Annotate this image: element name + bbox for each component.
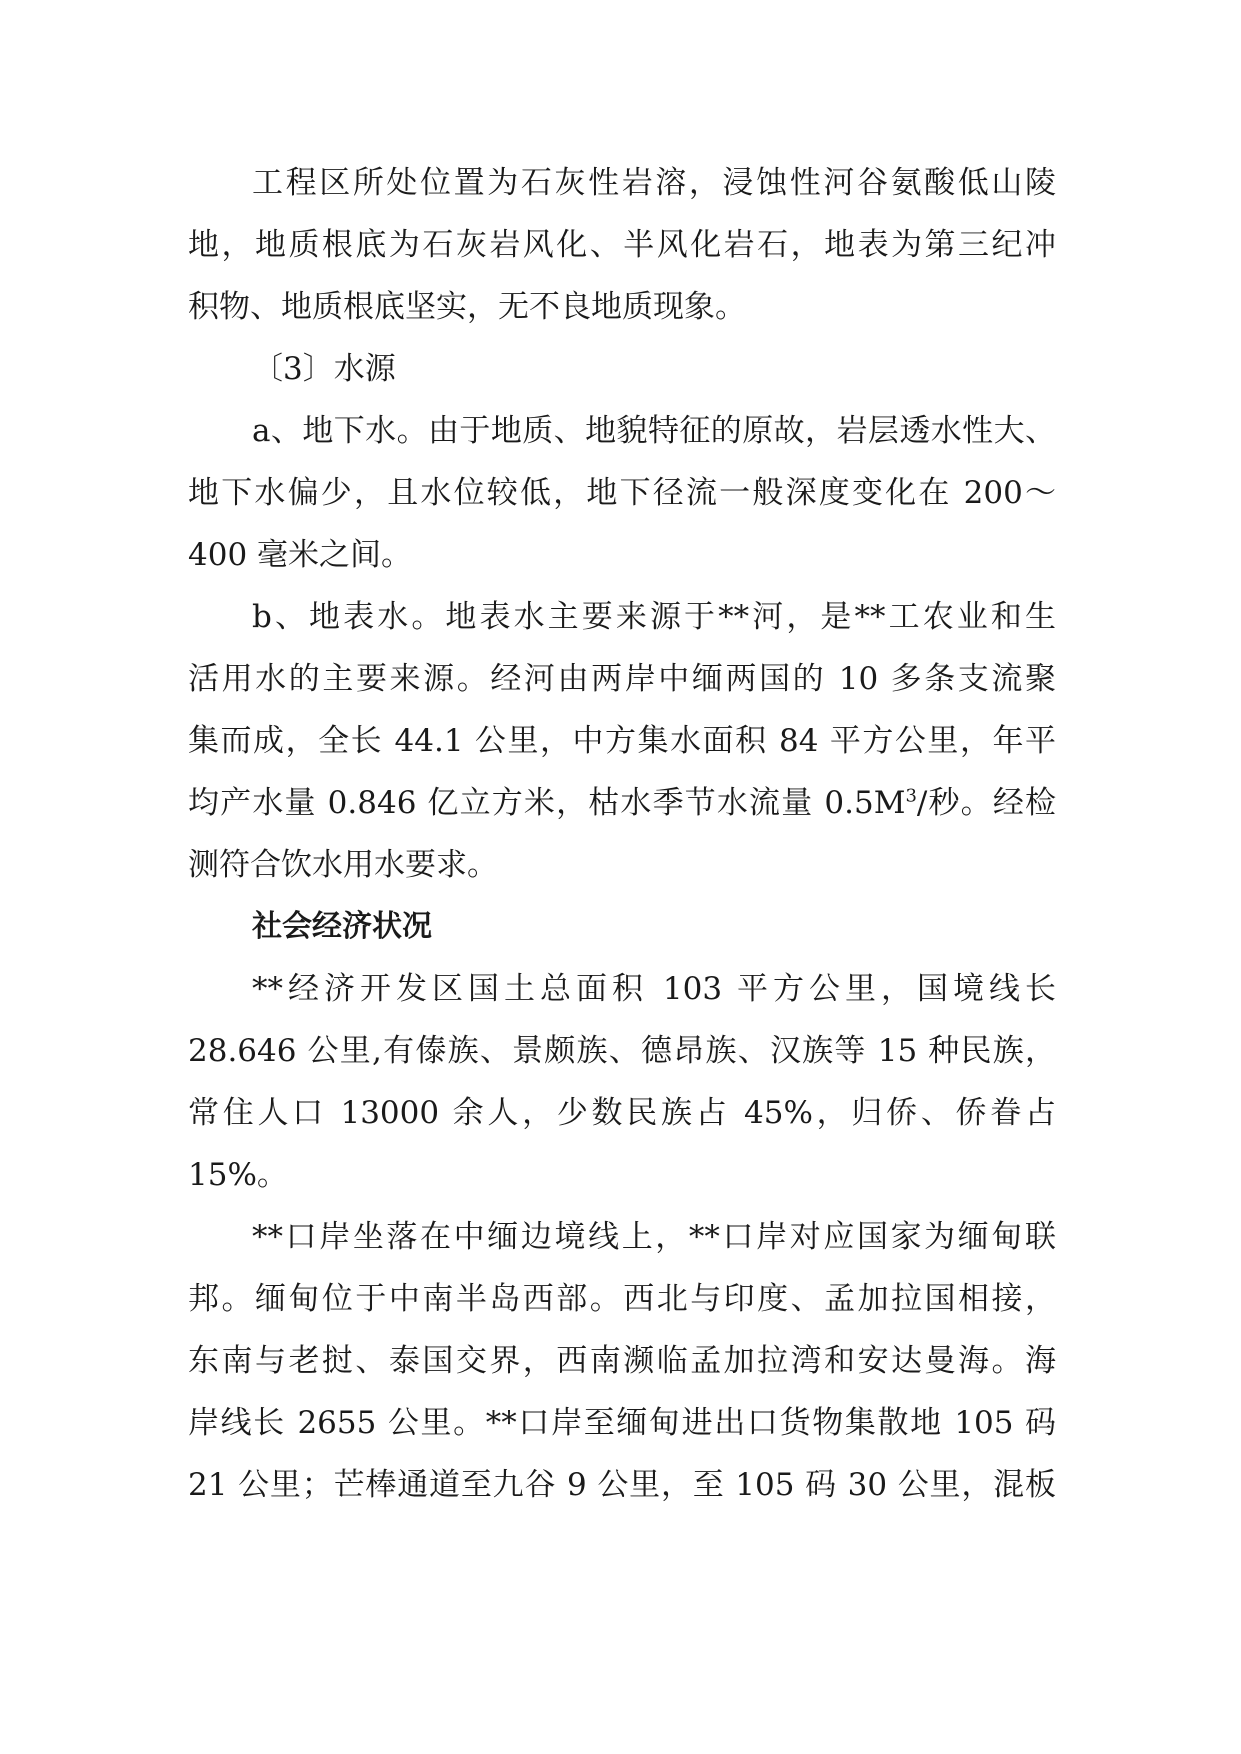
paragraph-geology [188, 152, 1056, 338]
paragraph-social-economy [188, 958, 1056, 1206]
text-line: 活用水的主要来源。经河由两岸中缅两国的 10 多条支流聚 [188, 661, 1056, 697]
section-heading-social-economy: 社会经济状况 [252, 909, 432, 944]
text-line: 常住人口 13000 余人，少数民族占 45%，归侨、侨眷占 [188, 1095, 1056, 1131]
text-line: 邦。缅甸位于中南半岛西部。西北与印度、孟加拉国相接， [188, 1281, 1056, 1317]
text-line [188, 772, 1056, 834]
text-line: 15%。 [188, 1157, 288, 1193]
text-line: 测符合饮水用水要求。 [188, 847, 498, 883]
document-body [188, 152, 1056, 1516]
paragraph-groundwater [188, 400, 1056, 586]
text-line: 东南与老挝、泰国交界，西南濒临孟加拉湾和安达曼海。海 [188, 1343, 1056, 1379]
paragraph-port [188, 1206, 1056, 1516]
text-line: 400 毫米之间。 [188, 537, 413, 573]
text-line: 工程区所处位置为石灰性岩溶，浸蚀性河谷氨酸低山陵 [252, 165, 1056, 201]
paragraph-surface-water [188, 586, 1056, 896]
text-line: 地下水偏少，且水位较低，地下径流一般深度变化在 200～ [188, 475, 1056, 511]
text-line: 岸线长 2655 公里。**口岸至缅甸进出口货物集散地 105 码 [188, 1405, 1056, 1441]
text-fragment: /秒。经检 [916, 785, 1056, 821]
text-line: b、地表水。地表水主要来源于**河，是**工农业和生 [252, 599, 1056, 635]
text-line: 21 公里；芒棒通道至九谷 9 公里，至 105 码 30 公里，混板 [188, 1467, 1056, 1503]
text-line: **口岸坐落在中缅边境线上，**口岸对应国家为缅甸联 [252, 1219, 1056, 1255]
superscript: 3 [905, 785, 917, 807]
text-line: **经济开发区国土总面积 103 平方公里，国境线长 [252, 971, 1056, 1007]
text-line: 积物、地质根底坚实，无不良地质现象。 [188, 289, 746, 325]
text-line: a、地下水。由于地质、地貌特征的原故，岩层透水性大、 [252, 413, 1056, 449]
text-fragment: 均产水量 0.846 亿立方米，枯水季节水流量 0.5M [188, 785, 906, 821]
text-line: 28.646 公里,有傣族、景颇族、德昂族、汉族等 15 种民族， [188, 1033, 1056, 1069]
text-line: 地，地质根底为石灰岩风化、半风化岩石，地表为第三纪冲 [188, 227, 1056, 263]
text-line: 集而成，全长 44.1 公里，中方集水面积 84 平方公里，年平 [188, 723, 1056, 759]
section-title-water-source: 〔3〕水源 [252, 351, 396, 387]
